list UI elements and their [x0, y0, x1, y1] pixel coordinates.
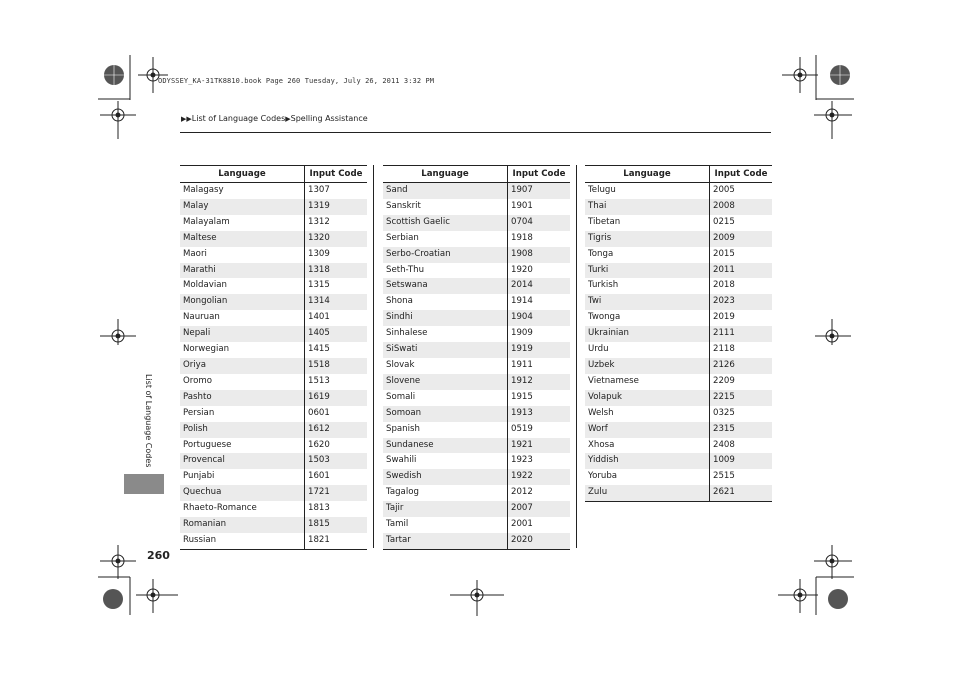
input-code-cell: 1908 [508, 247, 571, 263]
input-code-cell: 1911 [511, 359, 533, 370]
table-row [180, 199, 367, 215]
side-label: List of Language Codes [144, 374, 153, 468]
table-row [383, 215, 570, 231]
input-code-cell: 0519 [511, 423, 533, 434]
input-code-cell: 1312 [308, 216, 330, 227]
language-cell: Punjabi [180, 469, 305, 485]
language-cell: Moldavian [180, 278, 305, 294]
header-input-code: Input Code [508, 166, 571, 183]
print-header: ODYSSEY_KA-31TK8810.book Page 260 Tuesday, July 26, 2011 3:32 PM [158, 77, 435, 85]
table-row [383, 342, 570, 358]
breadcrumb [181, 114, 368, 123]
header-language: Language [383, 166, 508, 183]
table-row [383, 231, 570, 247]
language-cell: Norwegian [180, 342, 305, 358]
table-row [180, 517, 367, 533]
language-cell: Tajir [383, 501, 508, 517]
input-code-cell: 1315 [308, 280, 330, 291]
table-row [383, 453, 570, 469]
table-row [383, 406, 570, 422]
language-cell: Maltese [180, 231, 305, 247]
input-code-cell: 1309 [308, 248, 330, 259]
table-row [180, 501, 367, 517]
language-code-table-2 [383, 165, 570, 550]
table-row [383, 247, 570, 263]
input-code-cell: 2408 [713, 439, 735, 450]
table-row [180, 294, 367, 310]
table-row [180, 342, 367, 358]
table-row [180, 358, 367, 374]
language-cell: Quechua [180, 485, 305, 501]
language-cell: Nauruan [180, 310, 305, 326]
registration-mark-icon [98, 55, 168, 140]
table-row [585, 263, 772, 279]
language-cell: Sundanese [383, 438, 508, 454]
input-code-cell: 1915 [511, 391, 533, 402]
language-cell: Provencal [180, 453, 305, 469]
table-row [180, 326, 367, 342]
language-cell: Romanian [180, 517, 305, 533]
input-code-cell: 1918 [511, 232, 533, 243]
language-cell: SiSwati [383, 342, 508, 358]
chapter-tab [124, 474, 164, 494]
double-triangle-icon: ▶▶ [181, 115, 192, 123]
input-code-cell: 1612 [305, 422, 368, 438]
table-row [180, 453, 367, 469]
table-row [383, 517, 570, 533]
input-code-cell: 1513 [308, 375, 330, 386]
input-code-cell: 2111 [710, 326, 773, 342]
column-divider [373, 165, 374, 548]
input-code-cell: 1307 [308, 185, 330, 195]
input-code-cell: 1405 [305, 326, 368, 342]
input-code-cell: 2014 [508, 278, 571, 294]
table-row [585, 310, 772, 326]
page-number: 260 [147, 549, 170, 562]
table-row [585, 406, 772, 422]
language-cell: Tibetan [585, 215, 710, 231]
input-code-cell: 2126 [710, 358, 773, 374]
input-code-cell: 2023 [710, 294, 773, 310]
table-row [585, 326, 772, 342]
language-cell: Xhosa [585, 438, 710, 454]
table-row [383, 485, 570, 501]
language-cell: Welsh [585, 406, 710, 422]
input-code-cell: 1620 [308, 439, 330, 450]
input-code-cell: 1415 [308, 344, 330, 355]
input-code-cell: 1901 [511, 200, 533, 211]
language-cell: Twonga [585, 310, 710, 326]
table-row [383, 199, 570, 215]
input-code-cell: 1909 [511, 328, 533, 339]
language-cell: Russian [180, 533, 305, 549]
input-code-cell: 0601 [308, 407, 330, 418]
table-row [585, 358, 772, 374]
table-row [180, 215, 367, 231]
input-code-cell: 2515 [713, 471, 735, 482]
language-cell: Shona [383, 294, 508, 310]
table-row [180, 231, 367, 247]
language-cell: Sindhi [383, 310, 508, 326]
table-row [180, 438, 367, 454]
input-code-cell: 1601 [308, 471, 330, 482]
table-row [585, 485, 772, 501]
input-code-cell: 2621 [710, 485, 773, 501]
language-cell: Tonga [585, 247, 710, 263]
language-cell: Malay [180, 199, 305, 215]
input-code-cell: 2012 [511, 487, 533, 498]
table-row [585, 215, 772, 231]
input-code-cell: 2015 [713, 248, 735, 259]
table-row [585, 183, 772, 199]
table-row [383, 358, 570, 374]
input-code-cell: 1907 [508, 183, 571, 199]
header-rule [180, 132, 771, 133]
registration-mark-icon [98, 535, 183, 615]
language-cell: Malagasy [180, 183, 305, 199]
breadcrumb-subsection: Spelling Assistance [290, 114, 368, 123]
table-row [585, 422, 772, 438]
table-row [585, 294, 772, 310]
table-row [383, 374, 570, 390]
language-cell: Serbo-Croatian [383, 247, 508, 263]
language-cell: Mongolian [180, 294, 305, 310]
language-cell: Yiddish [585, 453, 710, 469]
input-code-cell: 1518 [305, 358, 368, 374]
language-cell: Rhaeto-Romance [180, 501, 305, 517]
table-row [180, 422, 367, 438]
input-code-cell: 1503 [305, 453, 368, 469]
input-code-cell: 1913 [508, 406, 571, 422]
language-code-table-3 [585, 165, 772, 502]
input-code-cell: 1318 [305, 263, 368, 279]
input-code-cell: 0215 [713, 216, 735, 227]
language-cell: Turkish [585, 278, 710, 294]
input-code-cell: 1904 [508, 310, 571, 326]
language-cell: Sinhalese [383, 326, 508, 342]
header-input-code: Input Code [305, 166, 368, 183]
table-row [383, 469, 570, 485]
registration-mark-icon [772, 535, 854, 615]
table-row [180, 406, 367, 422]
language-cell: Yoruba [585, 469, 710, 485]
input-code-cell: 2007 [508, 501, 571, 517]
language-cell: Marathi [180, 263, 305, 279]
table-row [585, 390, 772, 406]
input-code-cell: 1920 [511, 264, 533, 275]
input-code-cell: 1009 [710, 453, 773, 469]
input-code-cell: 2009 [710, 231, 773, 247]
input-code-cell: 1921 [508, 438, 571, 454]
input-code-cell: 2209 [713, 375, 735, 386]
language-cell: Somoan [383, 406, 508, 422]
input-code-cell: 1314 [305, 294, 368, 310]
input-code-cell: 2020 [508, 533, 571, 549]
language-cell: Vietnamese [585, 374, 710, 390]
table-row [383, 294, 570, 310]
input-code-cell: 2118 [713, 344, 735, 355]
triangle-icon: ▶ [285, 115, 291, 123]
table-row [585, 469, 772, 485]
table-row [383, 263, 570, 279]
input-code-cell: 1919 [508, 342, 571, 358]
input-code-cell: 1922 [508, 469, 571, 485]
input-code-cell: 1319 [305, 199, 368, 215]
input-code-cell: 0704 [508, 215, 571, 231]
language-cell: Oromo [180, 374, 305, 390]
input-code-cell: 2008 [710, 199, 773, 215]
table-row [585, 438, 772, 454]
table-row [180, 247, 367, 263]
column-divider [576, 165, 577, 548]
table-row [180, 263, 367, 279]
registration-mark-icon [98, 305, 138, 345]
table-row [383, 533, 570, 549]
table-row [383, 390, 570, 406]
table-row [585, 278, 772, 294]
language-cell: Urdu [585, 342, 710, 358]
table-row [585, 199, 772, 215]
language-cell: Malayalam [180, 215, 305, 231]
input-code-cell: 1320 [305, 231, 368, 247]
language-cell: Tartar [383, 533, 508, 549]
language-cell: Scottish Gaelic [383, 215, 508, 231]
language-cell: Persian [180, 406, 305, 422]
table-row [383, 310, 570, 326]
language-cell: Swedish [383, 469, 508, 485]
language-cell: Worf [585, 422, 710, 438]
table-row [180, 310, 367, 326]
language-cell: Portuguese [180, 438, 305, 454]
header-language: Language [180, 166, 305, 183]
input-code-cell: 2005 [713, 185, 735, 195]
table-row [383, 422, 570, 438]
table-row [585, 342, 772, 358]
input-code-cell: 2019 [713, 312, 735, 323]
breadcrumb-section[interactable]: List of Language Codes [191, 114, 286, 123]
table-row [383, 438, 570, 454]
language-cell: Zulu [585, 485, 710, 501]
language-cell: Ukrainian [585, 326, 710, 342]
input-code-cell: 0325 [713, 407, 735, 418]
language-cell: Setswana [383, 278, 508, 294]
input-code-cell: 2215 [710, 390, 773, 406]
table-row [383, 183, 570, 199]
language-cell: Spanish [383, 422, 508, 438]
language-cell: Polish [180, 422, 305, 438]
header-input-code: Input Code [710, 166, 773, 183]
language-cell: Nepali [180, 326, 305, 342]
language-cell: Slovene [383, 374, 508, 390]
input-code-cell: 1401 [308, 312, 330, 323]
language-cell: Sanskrit [383, 199, 508, 215]
table-row [180, 278, 367, 294]
language-cell: Somali [383, 390, 508, 406]
table-row [585, 453, 772, 469]
language-code-table-1 [180, 165, 367, 550]
language-cell: Tigris [585, 231, 710, 247]
input-code-cell: 2018 [713, 280, 735, 291]
table-row [180, 485, 367, 501]
table-row [180, 533, 367, 549]
table-row [585, 231, 772, 247]
table-row [180, 469, 367, 485]
input-code-cell: 1721 [305, 485, 368, 501]
language-cell: Telugu [585, 183, 710, 199]
input-code-cell: 2001 [511, 519, 533, 530]
language-cell: Maori [180, 247, 305, 263]
input-code-cell: 1619 [305, 390, 368, 406]
language-cell: Twi [585, 294, 710, 310]
language-cell: Swahili [383, 453, 508, 469]
header-language: Language [585, 166, 710, 183]
input-code-cell: 1923 [511, 455, 533, 466]
language-cell: Tamil [383, 517, 508, 533]
language-cell: Sand [383, 183, 508, 199]
table-row [383, 501, 570, 517]
table-row [585, 374, 772, 390]
registration-mark-icon [450, 580, 506, 620]
language-cell: Oriya [180, 358, 305, 374]
input-code-cell: 1912 [508, 374, 571, 390]
table-row [585, 247, 772, 263]
language-cell: Tagalog [383, 485, 508, 501]
input-code-cell: 2011 [710, 263, 773, 279]
language-cell: Volapuk [585, 390, 710, 406]
language-cell: Thai [585, 199, 710, 215]
language-cell: Uzbek [585, 358, 710, 374]
input-code-cell: 1914 [511, 296, 533, 307]
table-row [180, 183, 367, 199]
table-row [383, 326, 570, 342]
language-cell: Serbian [383, 231, 508, 247]
table-row [180, 374, 367, 390]
language-cell: Slovak [383, 358, 508, 374]
registration-mark-icon [772, 55, 854, 140]
table-row [180, 390, 367, 406]
input-code-cell: 1813 [308, 503, 330, 514]
registration-mark-icon [815, 305, 855, 345]
language-cell: Pashto [180, 390, 305, 406]
table-row [383, 278, 570, 294]
language-cell: Turki [585, 263, 710, 279]
input-code-cell: 1821 [305, 533, 368, 549]
input-code-cell: 1815 [305, 517, 368, 533]
input-code-cell: 2315 [710, 422, 773, 438]
language-cell: Seth-Thu [383, 263, 508, 279]
